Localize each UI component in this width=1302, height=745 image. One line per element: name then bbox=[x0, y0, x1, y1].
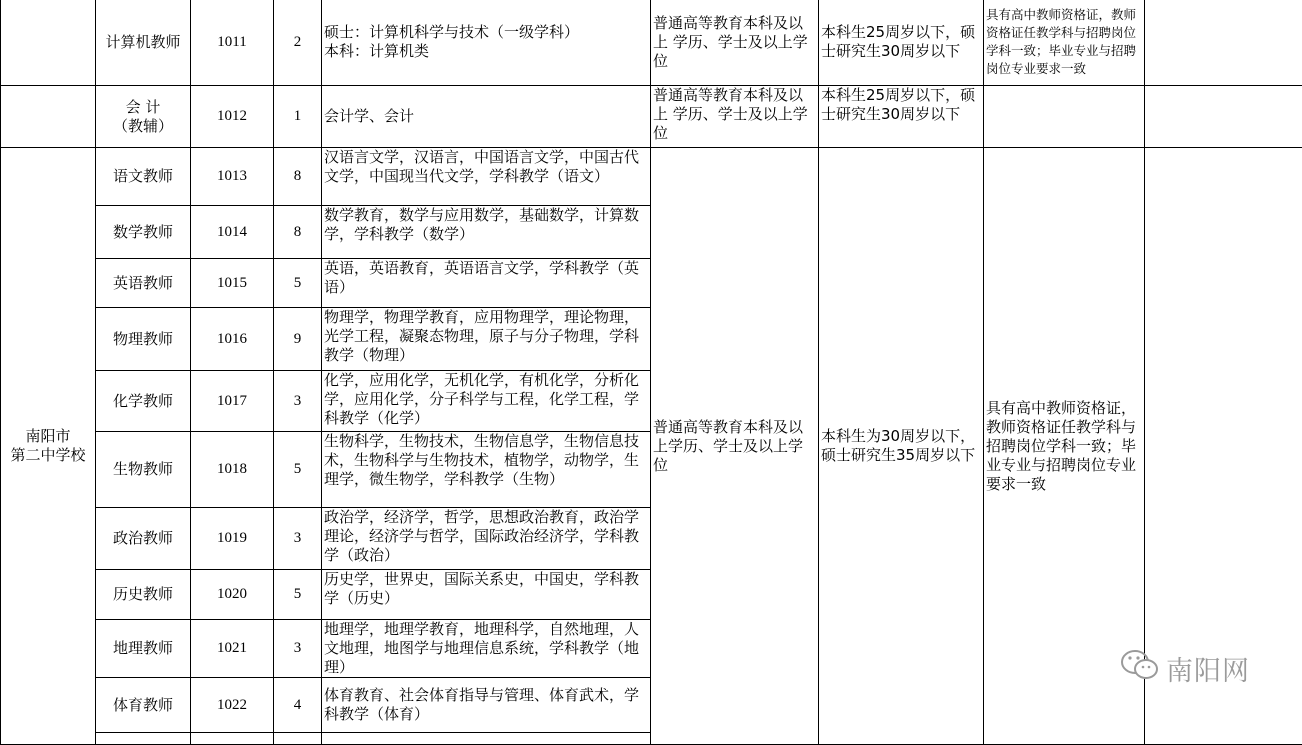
count-cell bbox=[274, 733, 322, 745]
code-cell: 1021 bbox=[191, 620, 274, 678]
count-cell: 8 bbox=[274, 148, 322, 206]
count-cell: 4 bbox=[274, 678, 322, 733]
school-cell-empty bbox=[1, 0, 96, 86]
major-cell bbox=[322, 570, 651, 620]
code-cell bbox=[191, 733, 274, 745]
position-cell: 语文教师 bbox=[96, 148, 191, 206]
major-cell bbox=[322, 148, 651, 206]
position-cell: 英语教师 bbox=[96, 259, 191, 308]
wechat-icon bbox=[1120, 648, 1166, 689]
school-name-cell bbox=[1, 148, 96, 745]
age-cell: 本科生25周岁以下，硕士研究生30周岁以下 bbox=[819, 0, 984, 86]
major-cell bbox=[322, 432, 651, 508]
code-cell: 1013 bbox=[191, 148, 274, 206]
position-cell: 历史教师 bbox=[96, 570, 191, 620]
major-line: 硕士：计算机科学与技术（一级学科） bbox=[324, 23, 648, 42]
shared-education-cell: 普通高等教育本科及以上学历、学士及以上学位 bbox=[651, 148, 819, 745]
major-line: 本科：计算机类 bbox=[324, 42, 648, 61]
position-cell: 物理教师 bbox=[96, 308, 191, 371]
count-cell: 3 bbox=[274, 620, 322, 678]
major-text: 汉语言文学，汉语言，中国语言文学，中国古代文学，中国现当代文学，学科教学（语文） bbox=[324, 148, 648, 205]
count-cell: 5 bbox=[274, 570, 322, 620]
major-text: 历史学，世界史，国际关系史，中国史，学科教学（历史） bbox=[324, 570, 648, 619]
watermark bbox=[1120, 648, 1250, 689]
major-cell bbox=[322, 733, 651, 745]
code-cell: 1018 bbox=[191, 432, 274, 508]
position-cell: 体育教师 bbox=[96, 678, 191, 733]
code-cell: 1017 bbox=[191, 371, 274, 432]
remark-cell bbox=[1145, 86, 1302, 148]
school-line: 南阳市 bbox=[3, 427, 93, 446]
position-cell: 政治教师 bbox=[96, 508, 191, 570]
count-cell: 1 bbox=[274, 86, 322, 148]
position-line: 会 计 bbox=[98, 98, 188, 117]
major-text: 英语，英语教育，英语语言文学，学科教学（英语） bbox=[324, 259, 648, 307]
major-text: 数学教育，数学与应用数学，基础数学，计算数学，学科教学（数学） bbox=[324, 206, 648, 258]
major-cell bbox=[322, 508, 651, 570]
major-cell bbox=[322, 371, 651, 432]
major-text: 地理学，地理学教育，地理科学，自然地理，人文地理，地图学与地理信息系统，学科教学（地理） bbox=[324, 620, 648, 677]
table-row bbox=[1, 86, 1302, 148]
count-cell: 8 bbox=[274, 206, 322, 259]
major-text: 化学，应用化学，无机化学，有机化学，分析化学，应用化学，分子科学与工程，化学工程，学科教学（化学） bbox=[324, 371, 648, 431]
education-cell: 普通高等教育本科及以上 学历、学士及以上学位 bbox=[651, 0, 819, 86]
major-cell bbox=[322, 259, 651, 308]
position-line: （教辅） bbox=[98, 117, 188, 136]
code-cell: 1012 bbox=[191, 86, 274, 148]
position-cell: 数学教师 bbox=[96, 206, 191, 259]
remark-cell bbox=[1145, 0, 1302, 86]
count-cell: 5 bbox=[274, 259, 322, 308]
major-text: 物理学，物理学教育，应用物理学，理论物理，光学工程，凝聚态物理，原子与分子物理，学科教学（物理） bbox=[324, 308, 648, 370]
code-cell: 1011 bbox=[191, 0, 274, 86]
code-cell: 1022 bbox=[191, 678, 274, 733]
count-cell: 5 bbox=[274, 432, 322, 508]
position-cell bbox=[96, 733, 191, 745]
other-cell: 具有高中教师资格证，教师资格证任教学科与招聘岗位学科一致；毕业专业与招聘岗位专业要求一致 bbox=[984, 0, 1145, 86]
watermark-text: 南阳网 bbox=[1166, 649, 1250, 688]
code-cell: 1015 bbox=[191, 259, 274, 308]
count-cell: 9 bbox=[274, 308, 322, 371]
major-cell bbox=[322, 678, 651, 733]
age-cell: 本科生25周岁以下，硕士研究生30周岁以下 bbox=[819, 86, 984, 148]
major-text: 体育教育、社会体育指导与管理、体育武术，学科教学（体育） bbox=[324, 686, 648, 724]
major-cell bbox=[322, 308, 651, 371]
code-cell: 1016 bbox=[191, 308, 274, 371]
major-cell bbox=[322, 206, 651, 259]
school-line: 第二中学校 bbox=[3, 446, 93, 465]
other-cell bbox=[984, 86, 1145, 148]
shared-age-cell: 本科生为30周岁以下，硕士研究生35周岁以下 bbox=[819, 148, 984, 745]
code-cell: 1014 bbox=[191, 206, 274, 259]
school-cell-empty bbox=[1, 86, 96, 148]
code-cell: 1019 bbox=[191, 508, 274, 570]
table-row bbox=[1, 0, 1302, 86]
position-cell: 生物教师 bbox=[96, 432, 191, 508]
shared-other-cell: 具有高中教师资格证，教师资格证任教学科与招聘岗位学科一致；毕业专业与招聘岗位专业要求一致 bbox=[984, 148, 1145, 745]
major-cell bbox=[322, 620, 651, 678]
code-cell: 1020 bbox=[191, 570, 274, 620]
table-row bbox=[1, 148, 1302, 206]
major-cell: 会计学、会计 bbox=[322, 86, 651, 148]
position-cell bbox=[96, 86, 191, 148]
count-cell: 3 bbox=[274, 371, 322, 432]
position-cell: 计算机教师 bbox=[96, 0, 191, 86]
count-cell: 2 bbox=[274, 0, 322, 86]
position-cell: 地理教师 bbox=[96, 620, 191, 678]
count-cell: 3 bbox=[274, 508, 322, 570]
position-cell: 化学教师 bbox=[96, 371, 191, 432]
education-cell: 普通高等教育本科及以上 学历、学士及以上学位 bbox=[651, 86, 819, 148]
major-text: 政治学，经济学，哲学，思想政治教育，政治学理论，经济学与哲学，国际政治经济学，学科教学（政治） bbox=[324, 508, 648, 569]
major-text: 生物科学，生物技术，生物信息学，生物信息技术，生物科学与生物技术，植物学，动物学，生理学，微生物学，学科教学（生物） bbox=[324, 432, 648, 507]
major-cell bbox=[322, 0, 651, 86]
